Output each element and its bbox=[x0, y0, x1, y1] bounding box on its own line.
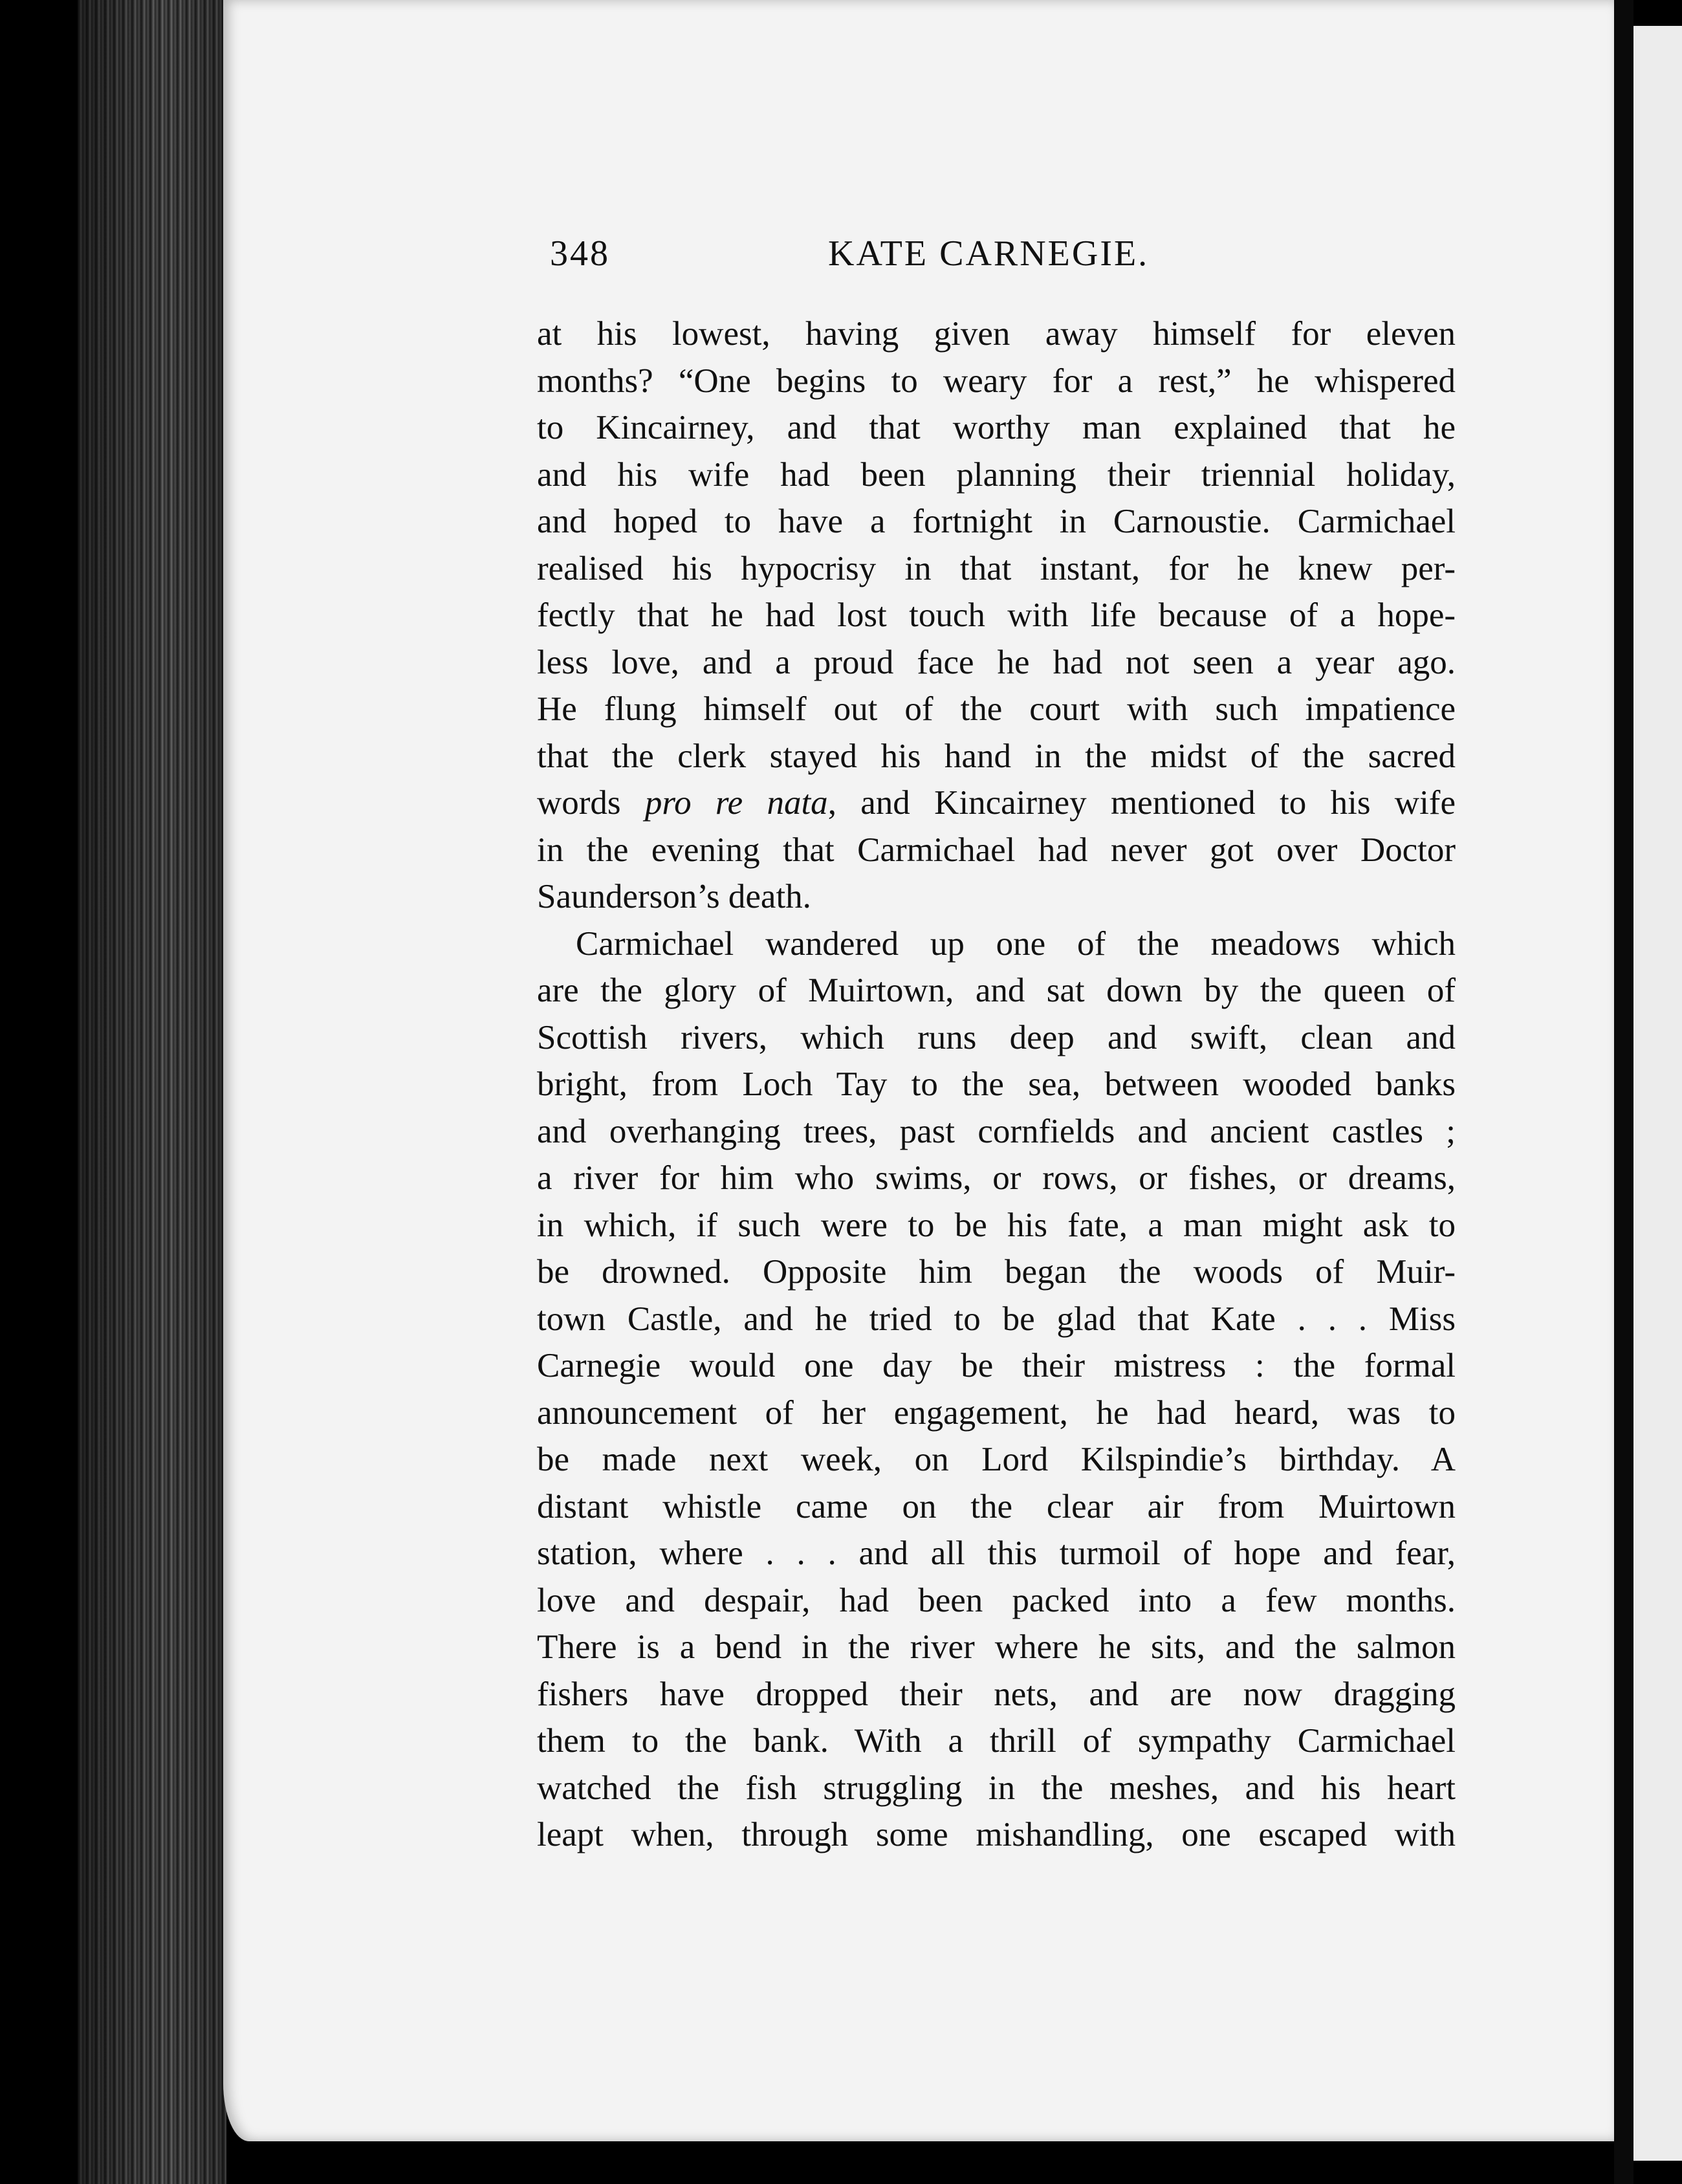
text-line: distant whistle came on the clear air from Muirtown bbox=[537, 1487, 1456, 1525]
text-line: realised his hypocrisy in that instant, for he knew per- bbox=[537, 549, 1456, 587]
text-line: Carmichael wandered up one of the meadows which bbox=[576, 924, 1456, 963]
paragraph-2 bbox=[537, 921, 1456, 1859]
text-line: Saunderson’s death. bbox=[537, 878, 811, 915]
text-line: in the evening that Carmichael had never got over Doctor bbox=[537, 831, 1456, 869]
text-line: and hoped to have a fortnight in Carnoustie. Carmichael bbox=[537, 503, 1456, 540]
text-line: less love, and a proud face he had not seen a year ago. bbox=[537, 643, 1456, 681]
text-line: are the glory of Muirtown, and sat down by the queen of bbox=[537, 972, 1456, 1009]
text-fragment: , and Kincairney mentioned to his wife bbox=[827, 784, 1456, 822]
page-number: 348 bbox=[550, 234, 610, 274]
text-line: love and despair, had been packed into a few months. bbox=[537, 1581, 1456, 1619]
text-line: Carnegie would one day be their mistress : the formal bbox=[537, 1347, 1456, 1384]
text-line: in which, if such were to be his fate, a man might ask to bbox=[537, 1206, 1456, 1244]
next-page-sliver bbox=[1633, 26, 1682, 2161]
text-line: a river for him who swims, or rows, or fishes, or dreams, bbox=[537, 1159, 1456, 1197]
text-line: Scottish rivers, which runs deep and swift, clean and bbox=[537, 1018, 1456, 1056]
text-line: announcement of her engagement, he had heard, was to bbox=[537, 1393, 1456, 1432]
text-fragment: words bbox=[537, 784, 645, 822]
text-line-with-italic bbox=[537, 780, 1456, 827]
text-line: be made next week, on Lord Kilspindie’s birthday. A bbox=[537, 1441, 1456, 1478]
text-line: leapt when, through some mishandling, one escaped with bbox=[537, 1816, 1456, 1853]
text-line: them to the bank. With a thrill of sympathy Carmichael bbox=[537, 1722, 1456, 1760]
text-line: and his wife had been planning their triennial holiday, bbox=[537, 455, 1456, 494]
text-line: fishers have dropped their nets, and are now dragging bbox=[537, 1675, 1456, 1713]
text-line: and overhanging trees, past cornfields and ancient castles ; bbox=[537, 1112, 1456, 1150]
book-gutter bbox=[1614, 0, 1633, 2184]
text-line: be drowned. Opposite him began the woods of Muir- bbox=[537, 1253, 1456, 1291]
running-title: KATE CARNEGIE. bbox=[828, 234, 1150, 274]
paragraph-1 bbox=[537, 311, 1456, 921]
text-line: bright, from Loch Tay to the sea, between wooded banks bbox=[537, 1065, 1456, 1103]
text-line: fectly that he had lost touch with life because of a hope- bbox=[537, 596, 1456, 634]
text-line: that the clerk stayed his hand in the midst of the sacred bbox=[537, 737, 1456, 775]
text-line: He flung himself out of the court with such impatience bbox=[537, 690, 1456, 728]
text-line: to Kincairney, and that worthy man explained that he bbox=[537, 409, 1456, 446]
text-line: months? “One begins to weary for a rest,” he whispered bbox=[537, 362, 1456, 400]
text-line: town Castle, and he tried to be glad that Kate . . . Miss bbox=[537, 1300, 1456, 1338]
text-line: station, where . . . and all this turmoil of hope and fear, bbox=[537, 1534, 1456, 1572]
book-page-edges bbox=[78, 0, 226, 2184]
text-line: at his lowest, having given away himself for eleven bbox=[537, 315, 1456, 353]
text-line: There is a bend in the river where he sits, and the salmon bbox=[537, 1628, 1456, 1666]
text-line: watched the fish struggling in the meshes, and his heart bbox=[537, 1769, 1456, 1807]
body-text bbox=[537, 311, 1456, 1859]
page-header bbox=[550, 233, 1456, 291]
latin-phrase: pro re nata bbox=[644, 784, 828, 822]
